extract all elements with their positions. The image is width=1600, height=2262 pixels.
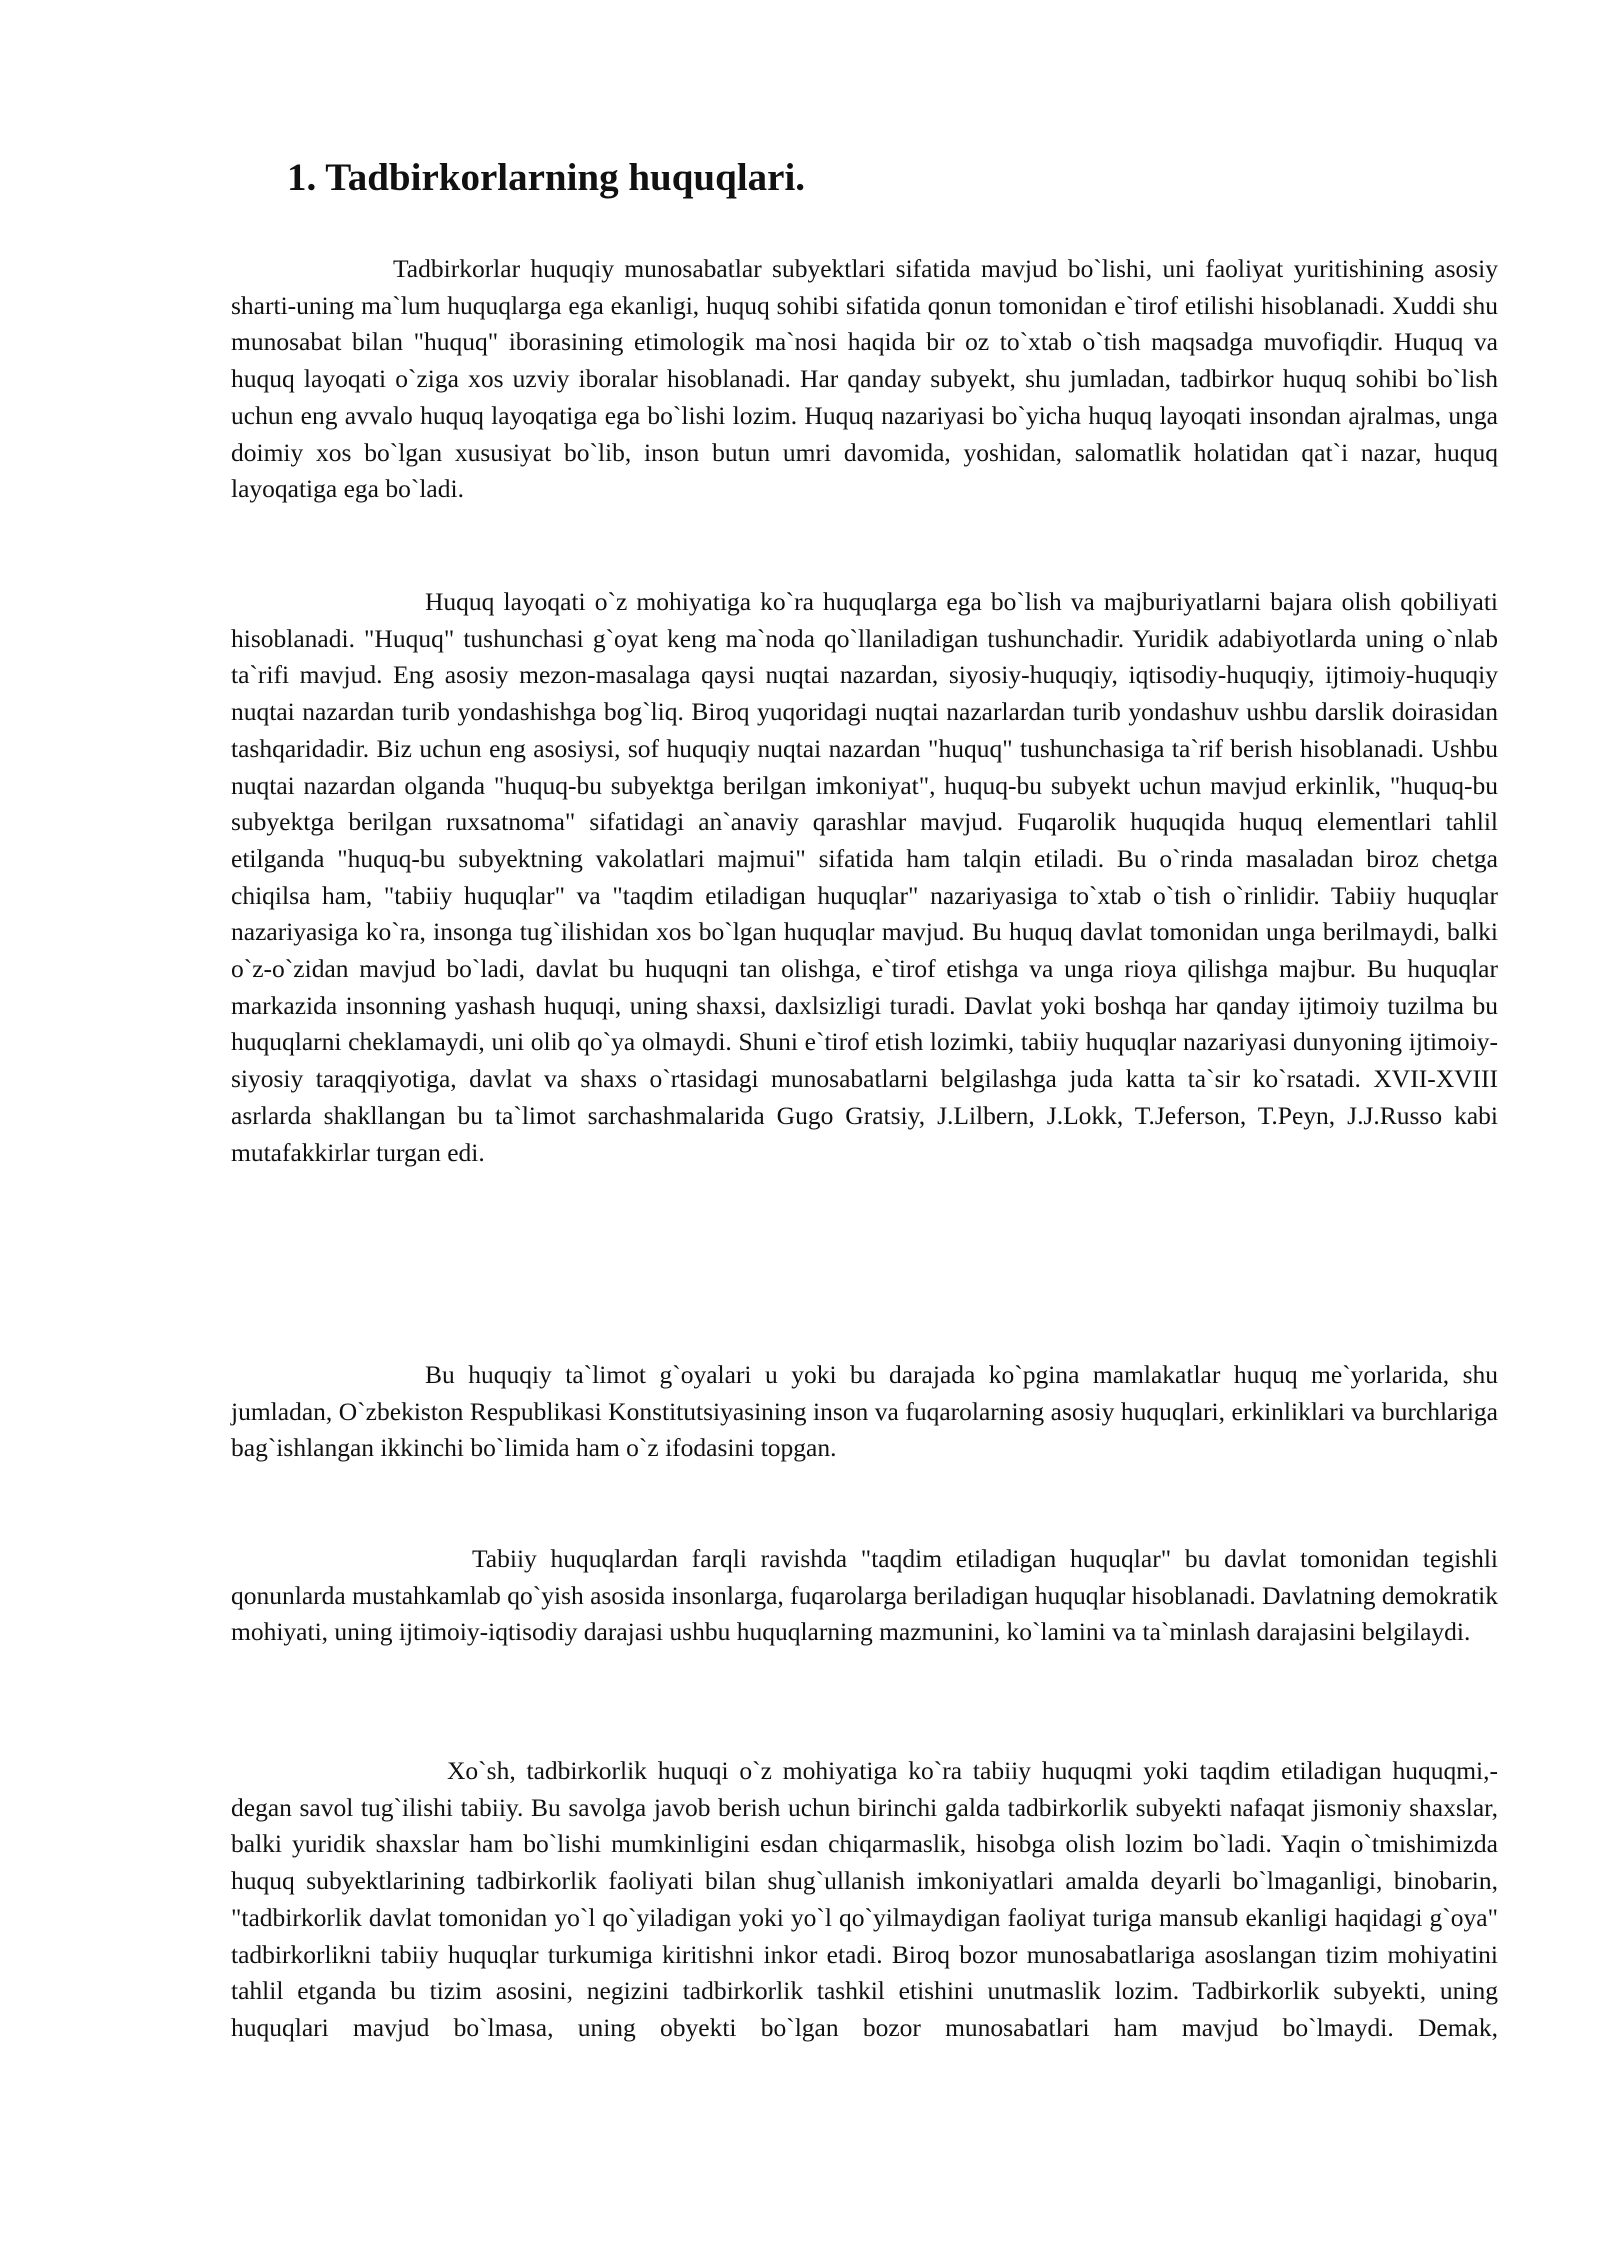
paragraph-2: Huquq layoqati o`z mohiyatiga ko`ra huquqlarga ega bo`lish va majburiyatlarni bajara olish qobiliyati hisoblanadi. "Huquq" tushunchasi g`oyat keng ma`noda qo`llaniladigan tushunchadir. Yuridik adabiyotlarda uning o`nlab ta`rifi mavjud. Eng asosiy mezon-masalaga qaysi nuqtai nazardan, siyosiy-huquqiy, iqtisodiy-huquqiy, ijtimoiy-huquqiy nuqtai nazardan turib yondashishga bog`liq. Biroq yuqoridagi nuqtai nazarlardan turib yondashuv ushbu darslik doirasidan tashqaridadir. Biz uchun eng asosiysi, sof huquqiy nuqtai nazardan "huquq" tushunchasiga ta`rif berish hisoblanadi. Ushbu nuqtai nazardan olganda "huquq-bu subyektga berilgan imkoniyat", huquq-bu subyekt uchun mavjud erkinlik, "huquq-bu subyektga berilgan ruxsatnoma" sifatidagi an`anaviy qarashlar mavjud. Fuqarolik huquqida huquq elementlari tahlil etilganda "huquq-bu subyektning vakolatlari majmui" sifatida ham talqin etiladi. Bu o`rinda masaladan biroz chetga chiqilsa ham, "tabiiy huquqlar" va "taqdim etiladigan huquqlar" nazariyasiga to`xtab o`tish o`rinlidir. Tabiiy huquqlar nazariyasiga ko`ra, insonga tug`ilishidan xos bo`lgan huquqlar mavjud. Bu huquq davlat tomonidan unga berilmaydi, balki o`z-o`zidan mavjud bo`ladi, davlat bu huquqni tan olishga, e`tirof etishga va unga rioya qilishga majbur. Bu huquqlar markazida insonning yashash huquqi, uning shaxsi, daxlsizligi turadi. Davlat yoki boshqa har qanday ijtimoiy tuzilma bu huquqlarni cheklamaydi, uni olib qo`ya olmaydi. Shuni e`tirof etish lozimki, tabiiy huquqlar nazariyasi dunyoning ijtimoiy-siyosiy taraqqiyotiga, davlat va shaxs o`rtasidagi munosabatlarni belgilashga juda katta ta`sir ko`rsatadi. XVII-XVIII asrlarda shakllangan bu ta`limot sarchashmalarida Gugo Gratsiy, J.Lilbern, J.Lokk, T.Jeferson, T.Peyn, J.J.Russo kabi mutafakkirlar turgan edi. — [231, 587, 1498, 1167]
paragraph-3: Bu huquqiy ta`limot g`oyalari u yoki bu darajada ko`pgina mamlakatlar huquq me`yorlarida, shu jumladan, O`zbekiston Respublikasi Konstitutsiyasining inson va fuqarolarning asosiy huquqlari, erkinliklari va burchlariga bag`ishlangan ikkinchi bo`limida ham o`z ifodasini topgan. — [231, 1360, 1498, 1463]
paragraph-5: Xo`sh, tadbirkorlik huquqi o`z mohiyatiga ko`ra tabiiy huquqmi yoki taqdim etiladigan huquqmi,-degan savol tug`ilishi tabiiy. Bu savolga javob berish uchun birinchi galda tadbirkorlik subyekti nafaqat jismoniy shaxslar, balki yuridik shaxslar ham bo`lishi mumkinligini esdan chiqarmaslik, hisobga olish lozim bo`ladi. Yaqin o`tmishimizda huquq subyektlarining tadbirkorlik faoliyati bilan shug`ullanish imkoniyatlari amalda deyarli bo`lmaganligi, binobarin, "tadbirkorlik davlat tomonidan yo`l qo`yiladigan yoki yo`l qo`yilmaydigan faoliyat turiga mansub ekanligi haqidagi g`oya" tadbirkorlikni tabiiy huquqlar turkumiga kiritishni inkor etadi. Biroq bozor munosabatlariga asoslangan tizim mohiyatini tahlil etganda bu tizim asosini, negizini tadbirkorlik tashkil etishini unutmaslik lozim. Tadbirkorlik subyekti, uning huquqlari mavjud bo`lmasa, uning obyekti bo`lgan bozor munosabatlari ham mavjud bo`lmaydi. Demak, — [231, 1756, 1498, 2042]
paragraph-1: Tadbirkorlar huquqiy munosabatlar subyektlari sifatida mavjud bo`lishi, uni faoliyat yuritishining asosiy sharti-uning ma`lum huquqlarga ega ekanligi, huquq sohibi sifatida qonun tomonidan e`tirof etilishi hisoblanadi. Xuddi shu munosabat bilan "huquq" iborasining etimologik ma`nosi haqida bir oz to`xtab o`tish maqsadga muvofiqdir. Huquq va huquq layoqati o`ziga xos uzviy iboralar hisoblanadi. Har qanday subyekt, shu jumladan, tadbirkor huquq sohibi bo`lish uchun eng avvalo huquq layoqatiga ega bo`lishi lozim. Huquq nazariyasi bo`yicha huquq layoqati insondan ajralmas, unga doimiy xos bo`lgan xususiyat bo`lib, inson butun umri davomida, yoshidan, salomatlik holatidan qat`i nazar, huquq layoqatiga ega bo`ladi. — [231, 254, 1498, 504]
paragraph-4: Tabiiy huquqlardan farqli ravishda "taqdim etiladigan huquqlar" bu davlat tomonidan tegishli qonunlarda mustahkamlab qo`yish asosida insonlarga, fuqarolarga beriladigan huquqlar hisoblanadi. Davlatning demokratik mohiyati, uning ijtimoiy-iqtisodiy darajasi ushbu huquqlarning mazmunini, ko`lamini va ta`minlash darajasini belgilaydi. — [231, 1544, 1498, 1647]
section-heading: 1. Tadbirkorlarning huquqlari. — [287, 156, 806, 199]
